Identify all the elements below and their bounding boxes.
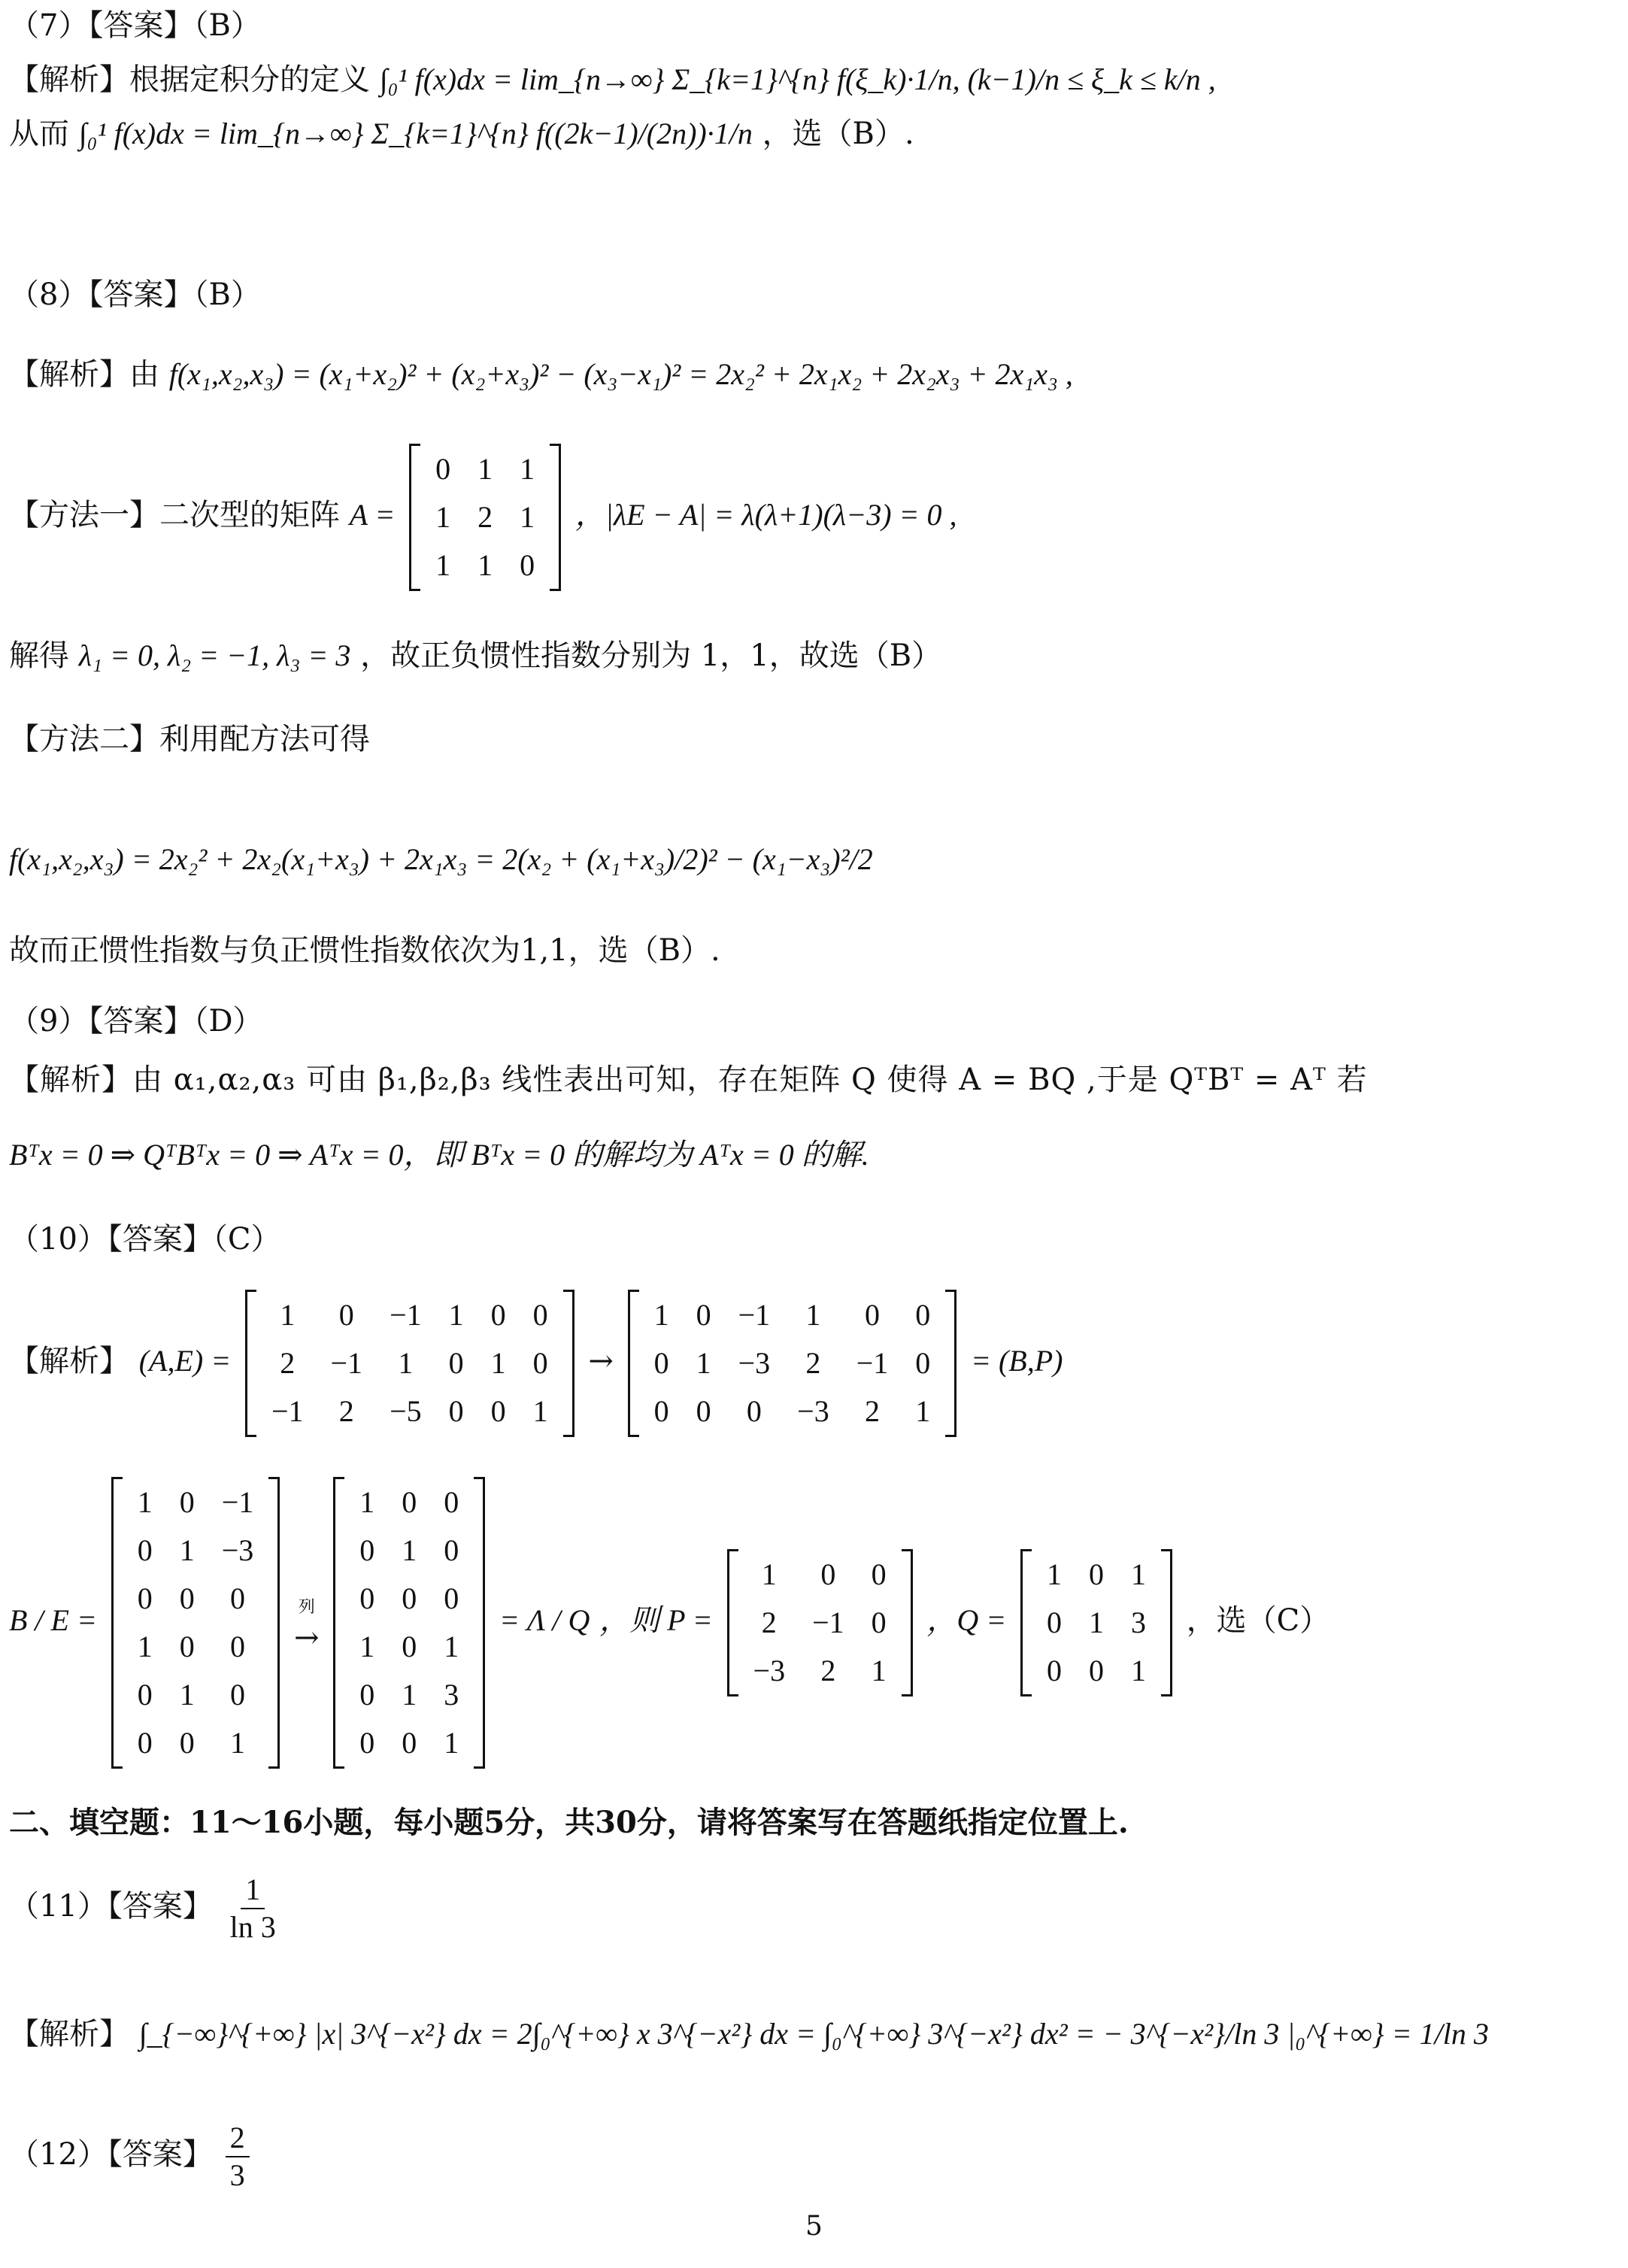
matrix-cell: 2 xyxy=(477,500,493,534)
matrix-cell: 0 xyxy=(179,1630,195,1663)
matrix-cell: 0 xyxy=(1088,1654,1104,1687)
q8-method2-formula: f(x₁,x₂,x₃) = 2x₂² + 2x₂(x₁+x₃) + 2x₁x₃ = 2(x₂ + (x₁+x₃)/2)² − (x₁−x₃)²/2 xyxy=(9,842,873,876)
q8-method1-solve-lead: 解得 xyxy=(9,638,69,673)
q10-AE-label: (A,E) = xyxy=(138,1344,232,1378)
matrix-cell: 0 xyxy=(1088,1557,1104,1591)
matrix-cell: 1 xyxy=(229,1726,245,1760)
q12-answer xyxy=(9,2113,1619,2196)
matrix-cell: 0 xyxy=(696,1298,711,1332)
matrix-cell: 1 xyxy=(435,548,451,582)
matrix-row xyxy=(422,445,548,493)
matrix-cell: 1 xyxy=(520,500,535,534)
matrix-cell: 1 xyxy=(137,1485,153,1519)
q10-LQ-label: = Λ / Q xyxy=(499,1603,590,1637)
matrix-cell: 1 xyxy=(1046,1557,1062,1591)
matrix-cell: 1 xyxy=(653,1298,669,1332)
page-number: 5 xyxy=(805,2211,823,2242)
q7-answer: （7）【答案】（B） xyxy=(9,8,261,43)
matrix-cell: −1 xyxy=(738,1298,771,1332)
matrix-cell: 0 xyxy=(653,1346,669,1380)
matrix-cell: 1 xyxy=(359,1630,375,1663)
matrix-row xyxy=(1033,1599,1160,1647)
matrix-cell: 0 xyxy=(520,548,535,582)
q7-conclusion-lead: 从而 xyxy=(9,117,69,151)
matrix-cell: 0 xyxy=(444,1485,459,1519)
q7-conclusion-tail: ，选（B）. xyxy=(762,117,914,151)
matrix-cell: 1 xyxy=(805,1298,821,1332)
matrix-cell: −5 xyxy=(390,1394,422,1428)
matrix-cell: 0 xyxy=(1046,1654,1062,1687)
matrix-BE xyxy=(111,1477,280,1769)
matrix-cell: 1 xyxy=(137,1630,153,1663)
q10-then: ，则 P = xyxy=(599,1603,713,1637)
matrix-cell: 1 xyxy=(435,500,451,534)
matrix-cell: 1 xyxy=(444,1726,459,1760)
q8-answer: （8）【答案】（B） xyxy=(9,277,261,312)
matrix-cell: −1 xyxy=(221,1485,254,1519)
q8-analysis-lead: 【解析】由 xyxy=(9,357,159,392)
q9-analysis-1: 【解析】由 α₁,α₂,α₃ 可由 β₁,β₂,β₃ 线性表出可知，存在矩阵 Q 使得 A = BQ ,于是 QᵀBᵀ = Aᵀ 若 xyxy=(9,1063,1368,1097)
matrix-row xyxy=(740,1599,900,1647)
q12-answer-num: 2 xyxy=(226,2120,250,2157)
matrix-cell: −3 xyxy=(221,1533,254,1567)
q11-analysis-lead: 【解析】 xyxy=(9,2017,129,2051)
matrix-cell: −1 xyxy=(271,1394,304,1428)
q7-conclusion-formula: ∫₀¹ f(x)dx = lim_{n→∞} Σ_{k=1}^{n} f((2k−1)/(2n))·1/n xyxy=(78,117,753,150)
matrix-cell: 1 xyxy=(280,1298,296,1332)
matrix-row xyxy=(124,1719,268,1767)
q10-analysis-row2 xyxy=(9,1474,1619,1767)
matrix-cell: 0 xyxy=(490,1394,506,1428)
matrix-cell: 0 xyxy=(915,1298,931,1332)
matrix-row xyxy=(124,1671,268,1719)
matrix-row xyxy=(124,1623,268,1671)
matrix-row xyxy=(124,1478,268,1527)
matrix-row xyxy=(258,1291,562,1339)
matrix-cell: 2 xyxy=(820,1654,836,1687)
matrix-P xyxy=(727,1549,913,1696)
matrix-cell: 1 xyxy=(179,1678,195,1712)
matrix-cell: 0 xyxy=(137,1581,153,1615)
matrix-cell: 0 xyxy=(448,1346,464,1380)
matrix-LQ xyxy=(333,1477,485,1769)
q12-answer-den: 3 xyxy=(229,2158,245,2192)
matrix-AE xyxy=(245,1290,574,1437)
matrix-cell: 1 xyxy=(915,1394,931,1428)
matrix-cell: 0 xyxy=(490,1298,506,1332)
matrix-cell: −3 xyxy=(797,1394,829,1428)
matrix-cell: 1 xyxy=(520,452,535,486)
matrix-row xyxy=(641,1387,944,1436)
matrix-cell: 1 xyxy=(448,1298,464,1332)
matrix-cell: 0 xyxy=(229,1581,245,1615)
matrix-cell: 1 xyxy=(359,1485,375,1519)
matrix-row xyxy=(346,1719,472,1767)
q10-col-label: 列 xyxy=(298,1598,315,1617)
matrix-cell: 1 xyxy=(402,1533,417,1567)
matrix-cell: 0 xyxy=(402,1581,417,1615)
matrix-cell: 0 xyxy=(229,1630,245,1663)
matrix-cell: 0 xyxy=(532,1346,548,1380)
matrix-cell: 2 xyxy=(805,1346,821,1380)
matrix-cell: 0 xyxy=(653,1394,669,1428)
matrix-row xyxy=(740,1647,900,1695)
matrix-cell: 1 xyxy=(490,1346,506,1380)
matrix-cell: 0 xyxy=(444,1581,459,1615)
q8-method2-title: 【方法二】利用配方法可得 xyxy=(9,722,370,757)
matrix-cell: 0 xyxy=(915,1346,931,1380)
matrix-cell: −1 xyxy=(390,1298,422,1332)
matrix-row xyxy=(422,493,548,541)
matrix-cell: 3 xyxy=(1130,1605,1146,1639)
matrix-cell: 0 xyxy=(871,1605,887,1639)
q7-analysis-lead: 【解析】根据定积分的定义 xyxy=(9,62,370,97)
matrix-cell: 2 xyxy=(280,1346,296,1380)
matrix-cell: 0 xyxy=(1046,1605,1062,1639)
matrix-cell: 0 xyxy=(338,1298,354,1332)
matrix-BP xyxy=(628,1290,957,1437)
matrix-cell: 0 xyxy=(137,1533,153,1567)
matrix-cell: −1 xyxy=(856,1346,889,1380)
matrix-row xyxy=(346,1527,472,1575)
q8-analysis xyxy=(9,353,1619,396)
matrix-row xyxy=(124,1575,268,1623)
matrix-cell: 0 xyxy=(402,1485,417,1519)
q10-choose: ，选（C） xyxy=(1186,1603,1330,1638)
matrix-Q xyxy=(1020,1549,1172,1696)
matrix-cell: 0 xyxy=(871,1557,887,1591)
matrix-row xyxy=(346,1575,472,1623)
q10-Q-label: ，Q = xyxy=(926,1603,1007,1637)
q11-answer xyxy=(9,1865,1619,1948)
q10-analysis-lead: 【解析】 xyxy=(9,1344,129,1378)
matrix-cell: −1 xyxy=(330,1346,363,1380)
q7-analysis-formula: ∫₀¹ f(x)dx = lim_{n→∞} Σ_{k=1}^{n} f(ξ_k)·1/n, (k−1)/n ≤ ξ_k ≤ k/n , xyxy=(379,62,1216,96)
matrix-cell: 0 xyxy=(179,1581,195,1615)
matrix-row xyxy=(740,1551,900,1599)
matrix-cell: 0 xyxy=(359,1726,375,1760)
q8-method1-solve xyxy=(9,635,1619,677)
matrix-cell: 1 xyxy=(761,1557,777,1591)
matrix-cell: 1 xyxy=(398,1346,414,1380)
matrix-cell: 0 xyxy=(402,1630,417,1663)
matrix-row xyxy=(346,1623,472,1671)
matrix-cell: 0 xyxy=(137,1678,153,1712)
matrix-cell: 0 xyxy=(179,1726,195,1760)
matrix-cell: 1 xyxy=(402,1678,417,1712)
q7-analysis xyxy=(9,59,1619,101)
matrix-cell: 0 xyxy=(137,1726,153,1760)
q9-analysis-2: Bᵀx = 0 ⇒ QᵀBᵀx = 0 ⇒ Aᵀx = 0，即 Bᵀx = 0 的解均为 Aᵀx = 0 的解. xyxy=(9,1138,869,1172)
q10-BP-label: = (B,P) xyxy=(970,1344,1063,1378)
matrix-cell: 0 xyxy=(435,452,451,486)
matrix-cell: 0 xyxy=(179,1485,195,1519)
matrix-cell: 0 xyxy=(359,1678,375,1712)
matrix-cell: 1 xyxy=(444,1630,459,1663)
matrix-cell: 0 xyxy=(229,1678,245,1712)
matrix-row xyxy=(346,1478,472,1527)
matrix-cell: 3 xyxy=(444,1678,459,1712)
matrix-cell: 0 xyxy=(444,1533,459,1567)
matrix-row xyxy=(422,541,548,590)
matrix-row xyxy=(1033,1551,1160,1599)
matrix-cell: 0 xyxy=(864,1298,880,1332)
matrix-row xyxy=(124,1527,268,1575)
q11-answer-lead: （11）【答案】 xyxy=(9,1889,213,1924)
matrix-cell: 1 xyxy=(871,1654,887,1687)
q12-answer-frac xyxy=(226,2120,250,2194)
matrix-row xyxy=(641,1291,944,1339)
q8-method1-A-label: A = xyxy=(349,498,396,532)
matrix-cell: 0 xyxy=(359,1581,375,1615)
matrix-row xyxy=(258,1387,562,1436)
q11-answer-frac xyxy=(226,1872,280,1945)
q11-analysis-formula: ∫_{−∞}^{+∞} |x| 3^{−x²} dx = 2∫₀^{+∞} x 3^{−x²} dx = ∫₀^{+∞} 3^{−x²} dx² = − 3^{−x²}/ln 3 |₀^{+∞} = 1/ln 3 xyxy=(138,2017,1489,2051)
q12-answer-lead: （12）【答案】 xyxy=(9,2137,213,2172)
matrix-A xyxy=(409,444,561,591)
q11-answer-num: 1 xyxy=(241,1872,265,1909)
matrix-cell: 2 xyxy=(338,1394,354,1428)
q8-method1-solve-tail: ，故正负惯性指数分别为 1，1，故选（B） xyxy=(360,638,942,673)
q8-analysis-formula: f(x₁,x₂,x₃) = (x₁+x₂)² + (x₂+x₃)² − (x₃−x₁)² = 2x₂² + 2x₁x₂ + 2x₂x₃ + 2x₁x₃ , xyxy=(168,357,1073,391)
matrix-cell: −3 xyxy=(738,1346,771,1380)
matrix-cell: 0 xyxy=(696,1394,711,1428)
matrix-cell: 1 xyxy=(532,1394,548,1428)
q11-analysis xyxy=(9,1993,1619,2075)
matrix-cell: 0 xyxy=(359,1533,375,1567)
matrix-cell: 0 xyxy=(746,1394,762,1428)
q11-answer-den: ln 3 xyxy=(229,1910,276,1944)
section2-heading: 二、填空题：11～16小题，每小题5分，共30分，请将答案写在答题纸指定位置上. xyxy=(9,1805,1129,1840)
matrix-cell: 1 xyxy=(1130,1654,1146,1687)
q8-method1 xyxy=(9,440,1619,590)
matrix-cell: −1 xyxy=(812,1605,844,1639)
q8-method1-solve-formula: λ₁ = 0, λ₂ = −1, λ₃ = 3 xyxy=(78,638,351,672)
matrix-cell: 0 xyxy=(402,1726,417,1760)
q8-method1-lead: 【方法一】二次型的矩阵 xyxy=(9,498,340,532)
q7-conclusion xyxy=(9,113,1619,155)
q10-col-arrow-icon: → xyxy=(293,1621,320,1655)
matrix-cell: 1 xyxy=(1088,1605,1104,1639)
matrix-row xyxy=(1033,1647,1160,1695)
q8-method2-conclusion: 故而正惯性指数与负正惯性指数依次为1,1，选（B）. xyxy=(9,933,720,968)
matrix-cell: 0 xyxy=(820,1557,836,1591)
matrix-cell: 1 xyxy=(477,548,493,582)
matrix-cell: 0 xyxy=(532,1298,548,1332)
q10-answer: （10）【答案】（C） xyxy=(9,1222,281,1257)
matrix-cell: 2 xyxy=(761,1605,777,1639)
matrix-cell: 1 xyxy=(696,1346,711,1380)
matrix-cell: 1 xyxy=(1130,1557,1146,1591)
q10-BE-label: B / E = xyxy=(9,1603,97,1637)
q10-analysis-row1 xyxy=(9,1286,1619,1436)
q10-col-transform xyxy=(294,1593,320,1653)
matrix-row xyxy=(641,1339,944,1387)
matrix-cell: 1 xyxy=(179,1533,195,1567)
q10-arrow: → xyxy=(588,1344,614,1378)
matrix-cell: −3 xyxy=(753,1654,786,1687)
matrix-cell: 2 xyxy=(864,1394,880,1428)
q8-method1-eq: ，|λE − A| = λ(λ+1)(λ−3) = 0 , xyxy=(574,498,957,532)
q9-answer: （9）【答案】（D） xyxy=(9,1004,263,1038)
matrix-row xyxy=(258,1339,562,1387)
matrix-cell: 0 xyxy=(448,1394,464,1428)
matrix-cell: 1 xyxy=(477,452,493,486)
matrix-row xyxy=(346,1671,472,1719)
